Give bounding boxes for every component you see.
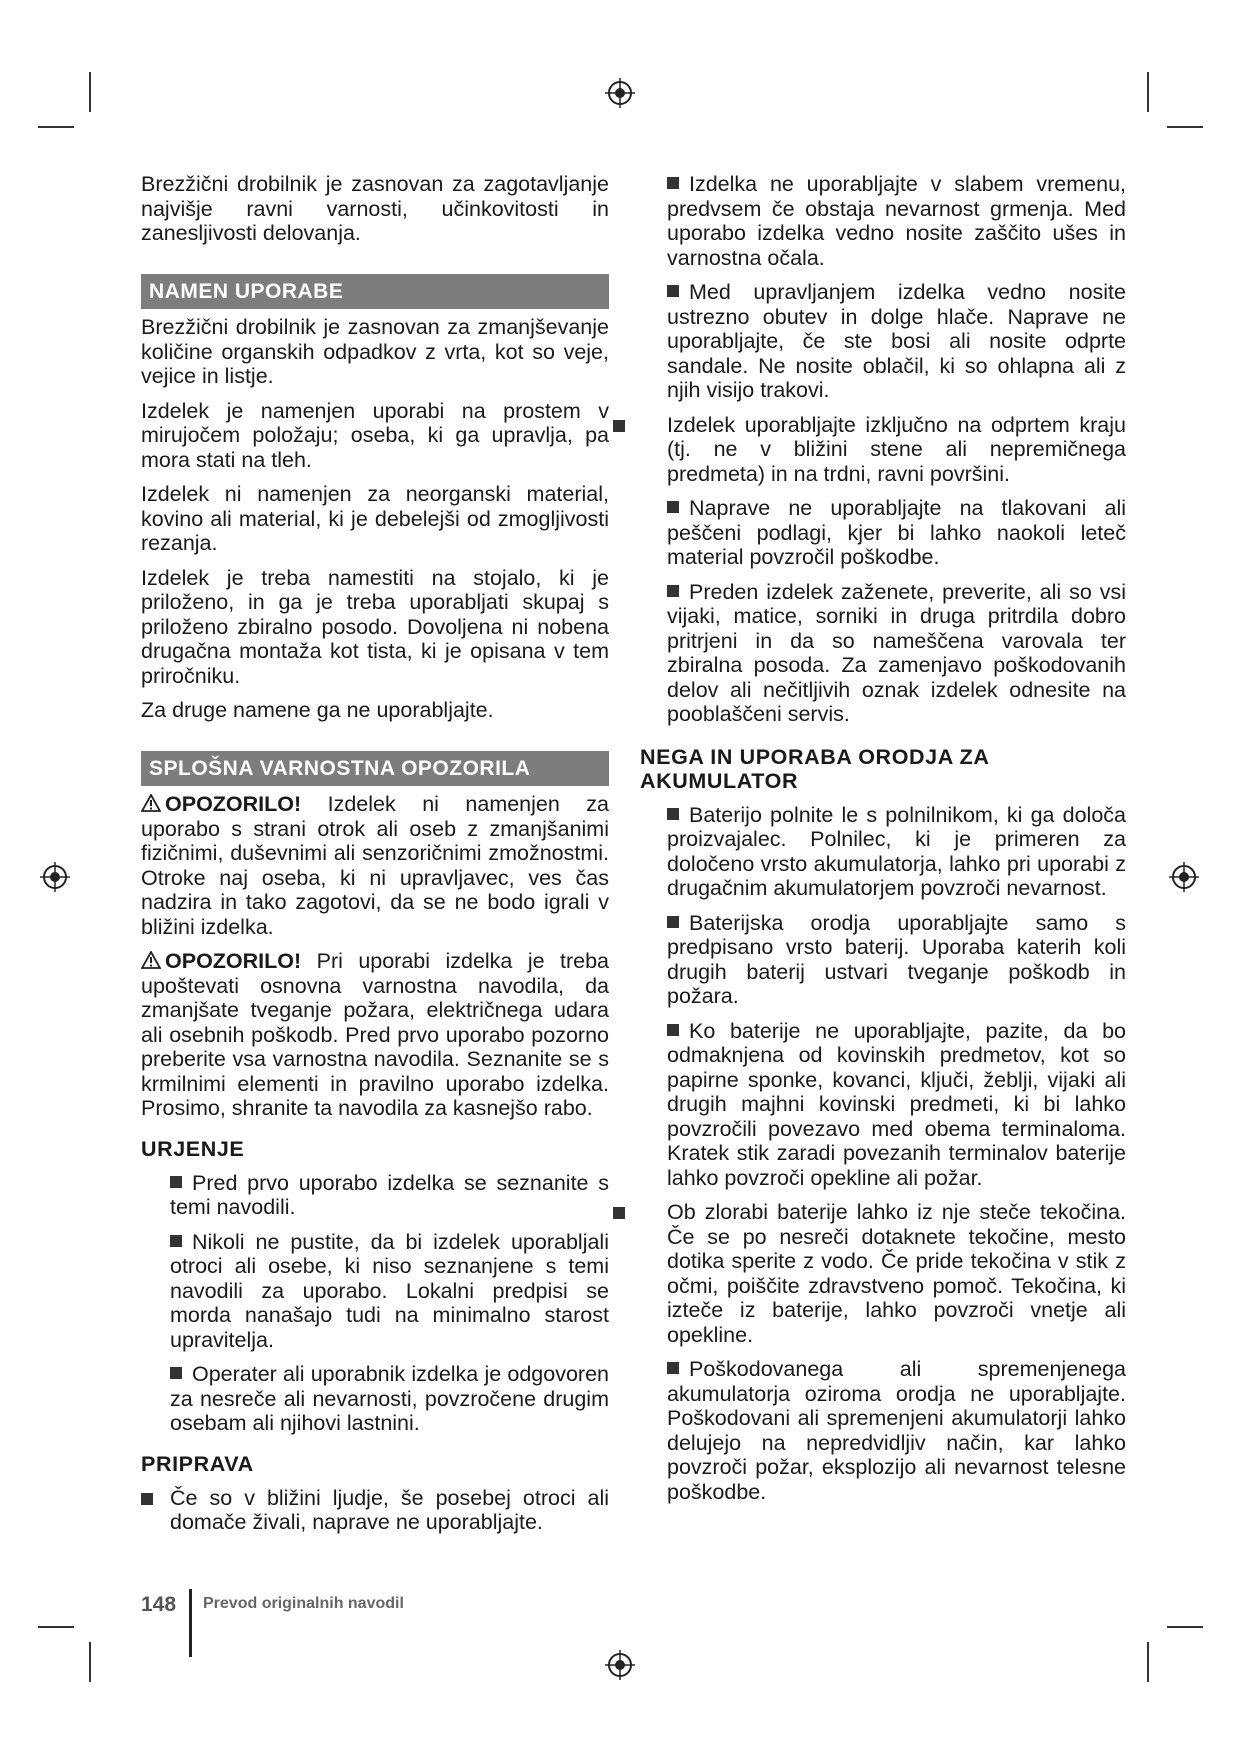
registration-mark-icon	[1169, 862, 1199, 892]
warning-paragraph-safety	[141, 949, 609, 1121]
bullet-square-icon	[613, 420, 625, 432]
section-heading-namen-uporabe: NAMEN UPORABE	[141, 274, 609, 310]
namen-paragraph: Za druge namene ga ne uporabljajte.	[141, 698, 494, 722]
footer-text: Prevod originalnih navodil	[203, 1595, 404, 1612]
crop-mark	[1147, 1642, 1149, 1682]
bullet-square-icon	[667, 808, 679, 820]
list-item: Ob zlorabi baterije lahko iz nje steče tekočina. Če se po nesreči dotaknete tekočine, mesto dotika sperite z vodo. Če pride tekočina v stik z očmi, poiščite zdravstveno pomoč. Tekočina, ki izteče iz baterije, lahko povzroči vnetje ali opekline.	[613, 1200, 1126, 1347]
bullet-square-icon	[667, 501, 679, 513]
crop-mark	[1167, 126, 1203, 128]
namen-paragraph: Izdelek je treba namestiti na stojalo, ki je priloženo, in ga je treba uporabljati skupaj s priloženo zbiralno posodo. Dovoljena ni nobena drugačna montaža kot tista, ki je opisana v tem priročniku.	[141, 565, 609, 688]
bullet-square-icon	[667, 1024, 679, 1036]
list-item: Izdelka ne uporabljajte v slabem vremenu, predvsem če obstaja nevarnost grmenja. Med uporabo izdelka vedno nosite zaščito ušes in varnostna očala.	[667, 172, 1126, 270]
right-column	[640, 172, 1126, 1514]
registration-mark-icon	[605, 78, 635, 108]
bullet-square-icon	[141, 1493, 153, 1505]
crop-mark	[89, 72, 91, 112]
list-item: Izdelek uporabljajte izključno na odprtem kraju (tj. ne v bližini stene ali nepremičnega predmeta) in na trdni, ravni površini.	[613, 413, 1126, 487]
bullet-square-icon	[667, 285, 679, 297]
crop-mark	[1167, 1626, 1203, 1628]
bullet-square-icon	[667, 1362, 679, 1374]
registration-mark-icon	[40, 862, 70, 892]
warning-paragraph-children	[141, 792, 609, 939]
section-heading-splosna-varnostna-opozorila: SPLOŠNA VARNOSTNA OPOZORILA	[141, 751, 609, 787]
namen-paragraph: Izdelek je namenjen uporabi na prostem v mirujočem položaju; oseba, ki ga upravlja, pa mora stati na tleh.	[141, 398, 609, 472]
namen-paragraph: Izdelek ni namenjen za neorganski material, kovino ali material, ki je debelejši od zmogljivosti rezanja.	[141, 482, 609, 555]
crop-mark	[1147, 72, 1149, 112]
warning-text: Izdelek ni namenjen za uporabo s strani otrok ali oseb z zmanjšanimi fizičnimi, duševnimi ali senzoričnimi zmožnostmi. Otroke naj oseba, ki ni upravljavec, ves čas nadzira in tako zagotovi, da se ne bodo igrali v bližini izdelka.	[141, 792, 609, 939]
list-item: Nikoli ne pustite, da bi izdelek uporabljali otroci ali osebe, ki niso seznanjene s temi navodili za uporabo. Lokalni predpisi se morda nanašajo tudi na minimalno starost upravitelja.	[170, 1229, 609, 1352]
bullet-square-icon	[667, 177, 679, 189]
list-item: Preden izdelek zaženete, preverite, ali so vsi vijaki, matice, sorniki in druga pritrdila dobro pritrjeni in da so nameščena varovala ter zbiralna posoda. Za zamenjavo poškodovanih delov ali nečitljivih oznak izdelek odnesite na pooblaščeni servis.	[667, 579, 1126, 726]
subheading-urjenje: URJENJE	[141, 1136, 245, 1161]
warning-label: OPOZORILO!	[165, 792, 302, 816]
list-item: Med upravljanjem izdelka vedno nosite ustrezno obutev in dolge hlače. Naprave ne uporabljajte, če ste bosi ali nosite odprte sandale. Ne nosite oblačil, ki so ohlapna ali z njih visijo trakovi.	[667, 280, 1126, 402]
bullet-square-icon	[170, 1235, 182, 1247]
warning-triangle-icon	[141, 794, 161, 812]
list-item: Ko baterije ne uporabljajte, pazite, da bo odmaknjena od kovinskih predmetov, kot so papirne sponke, kovanci, ključi, žeblji, vijaki ali drugih majhni kovinski predmeti, ki bi lahko povzročili povezavo med obema terminaloma. Kratek stik zaradi povezanih terminalov baterije lahko povzroči opekline ali požar.	[667, 1018, 1126, 1190]
list-item: Pred prvo uporabo izdelka se seznanite s temi navodili.	[170, 1170, 609, 1219]
registration-mark-icon	[605, 1650, 635, 1680]
list-item: Poškodovanega ali spremenjenega akumulatorja oziroma orodja ne uporabljajte. Poškodovani ali spremenjeni akumulatorji lahko delujejo na nepredvidljiv način, kar lahko povzroči požar, eksplozijo ali nevarnost telesne poškodbe.	[667, 1357, 1126, 1504]
warning-text: Pri uporabi izdelka je treba upoštevati osnovna varnostna navodila, da zmanjšate tveganje požara, električnega udara ali osebnih poškodb. Pred prvo uporabo pozorno preberite vsa varnostna navodila. Seznanite se s krmilnimi elementi in pravilno uporabo izdelka. Prosimo, shranite ta navodila za kasnejšo rabo.	[141, 949, 609, 1120]
crop-mark	[38, 1626, 74, 1628]
crop-mark	[89, 1642, 91, 1682]
namen-paragraph: Brezžični drobilnik je zasnovan za zmanjševanje količine organskih odpadkov z vrta, kot so veje, vejice in listje.	[141, 315, 609, 388]
bullet-square-icon	[667, 585, 679, 597]
left-column	[141, 172, 609, 1545]
footer-divider	[189, 1589, 192, 1657]
warning-label: OPOZORILO!	[165, 949, 302, 973]
page-number: 148	[141, 1593, 177, 1616]
subheading-priprava: PRIPRAVA	[141, 1451, 254, 1476]
list-item: Baterijo polnite le s polnilnikom, ki ga določa proizvajalec. Polnilec, ki je primeren za določeno vrsto akumulatorja, lahko pri uporabi z drugačnim akumulatorjem povzroči nevarnost.	[667, 802, 1126, 900]
intro-paragraph: Brezžični drobilnik je zasnovan za zagotavljanje najvišje ravni varnosti, učinkovitosti in zanesljivosti delovanja.	[141, 172, 609, 245]
subheading-nega-in-uporaba: NEGA IN UPORABA ORODJA ZA AKUMULATOR	[640, 744, 989, 793]
bullet-square-icon	[170, 1176, 182, 1188]
warning-triangle-icon	[141, 951, 161, 969]
crop-mark	[38, 126, 74, 128]
list-item: Baterijska orodja uporabljajte samo s predpisano vrsto baterij. Uporaba katerih koli drugih baterij ustvari tveganje poškodb in požara.	[667, 910, 1126, 1008]
bullet-square-icon	[667, 916, 679, 928]
bullet-square-icon	[170, 1367, 182, 1379]
list-item: Naprave ne uporabljajte na tlakovani ali peščeni podlagi, kjer bi lahko naokoli leteč material povzročil poškodbe.	[667, 496, 1126, 569]
bullet-square-icon	[613, 1207, 625, 1219]
list-item: Če so v bližini ljudje, še posebej otroci ali domače živali, naprave ne uporabljajte.	[141, 1486, 609, 1535]
list-item: Operater ali uporabnik izdelka je odgovoren za nesreče ali nevarnosti, povzročene drugim osebam ali njihovi lastnini.	[170, 1362, 609, 1435]
